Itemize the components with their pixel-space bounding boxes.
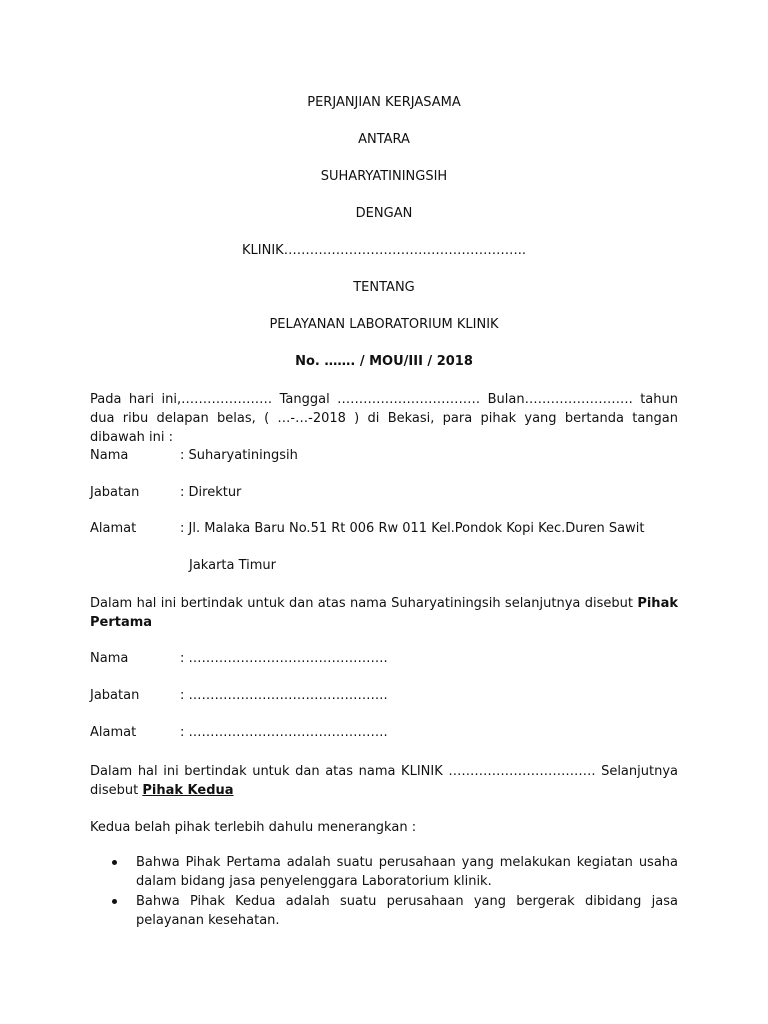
second-party-name-label: Nama bbox=[90, 651, 129, 666]
second-party-address-label: Alamat bbox=[90, 725, 137, 740]
explanation-list bbox=[90, 853, 678, 931]
title-agreement: PERJANJIAN KERJASAMA bbox=[307, 95, 461, 110]
first-party-position-label: Jabatan bbox=[90, 485, 140, 500]
bullet-icon bbox=[112, 860, 117, 865]
opening-paragraph: Pada hari ini,………………… Tanggal …………………………… Bulan……………………. tahun dua ribu delapan belas, ( …-…-2018 ) di Bekasi, para pihak yang bertanda tangan dibawah ini : bbox=[90, 392, 678, 445]
list-item-text: Bahwa Pihak Pertama adalah suatu perusahaan yang melakukan kegiatan usaha dalam bidang jasa penyelenggara Laboratorium klinik. bbox=[136, 855, 678, 889]
title-about: TENTANG bbox=[353, 280, 415, 295]
document-number: No. ……. / MOU/III / 2018 bbox=[295, 354, 473, 369]
first-party-address-continued: Jakarta Timur bbox=[189, 558, 277, 573]
list-item bbox=[90, 892, 678, 930]
first-party-statement-text: Dalam hal ini bertindak untuk dan atas nama Suharyatiningsih selanjutnya disebut bbox=[90, 596, 638, 611]
title-service: PELAYANAN LABORATORIUM KLINIK bbox=[269, 317, 499, 332]
first-party-address-value: : Jl. Malaka Baru No.51 Rt 006 Rw 011 Kel.Pondok Kopi Kec.Duren Sawit bbox=[180, 521, 645, 536]
second-party-address-value: : ………………………………………. bbox=[180, 725, 388, 740]
second-party-term: Pihak Kedua bbox=[142, 783, 234, 798]
title-first-party: SUHARYATININGSIH bbox=[320, 169, 448, 184]
explanation-intro: Kedua belah pihak terlebih dahulu menerangkan : bbox=[90, 820, 417, 835]
first-party-name-value: : Suharyatiningsih bbox=[180, 448, 298, 463]
list-item bbox=[90, 853, 678, 891]
second-party-statement bbox=[90, 762, 678, 800]
first-party-term: Pihak Pertama bbox=[90, 596, 678, 630]
first-party-statement bbox=[90, 594, 678, 632]
first-party-address-label: Alamat bbox=[90, 521, 137, 536]
first-party-position-value: : Direktur bbox=[180, 485, 242, 500]
second-party-name-value: : ………………………………………. bbox=[180, 651, 388, 666]
list-item-text: Bahwa Pihak Kedua adalah suatu perusahaan yang bergerak dibidang jasa pelayanan kesehatan. bbox=[136, 894, 678, 928]
title-between: ANTARA bbox=[358, 132, 410, 147]
first-party-name-label: Nama bbox=[90, 448, 129, 463]
title-clinic: KLINIK……………………………………………….. bbox=[242, 243, 526, 258]
second-party-statement-text: Dalam hal ini bertindak untuk dan atas nama KLINIK ……………………………. Selanjutnya disebut bbox=[90, 764, 678, 798]
second-party-position-value: : ………………………………………. bbox=[180, 688, 388, 703]
second-party-position-label: Jabatan bbox=[90, 688, 140, 703]
bullet-icon bbox=[112, 899, 117, 904]
title-with: DENGAN bbox=[355, 206, 413, 221]
